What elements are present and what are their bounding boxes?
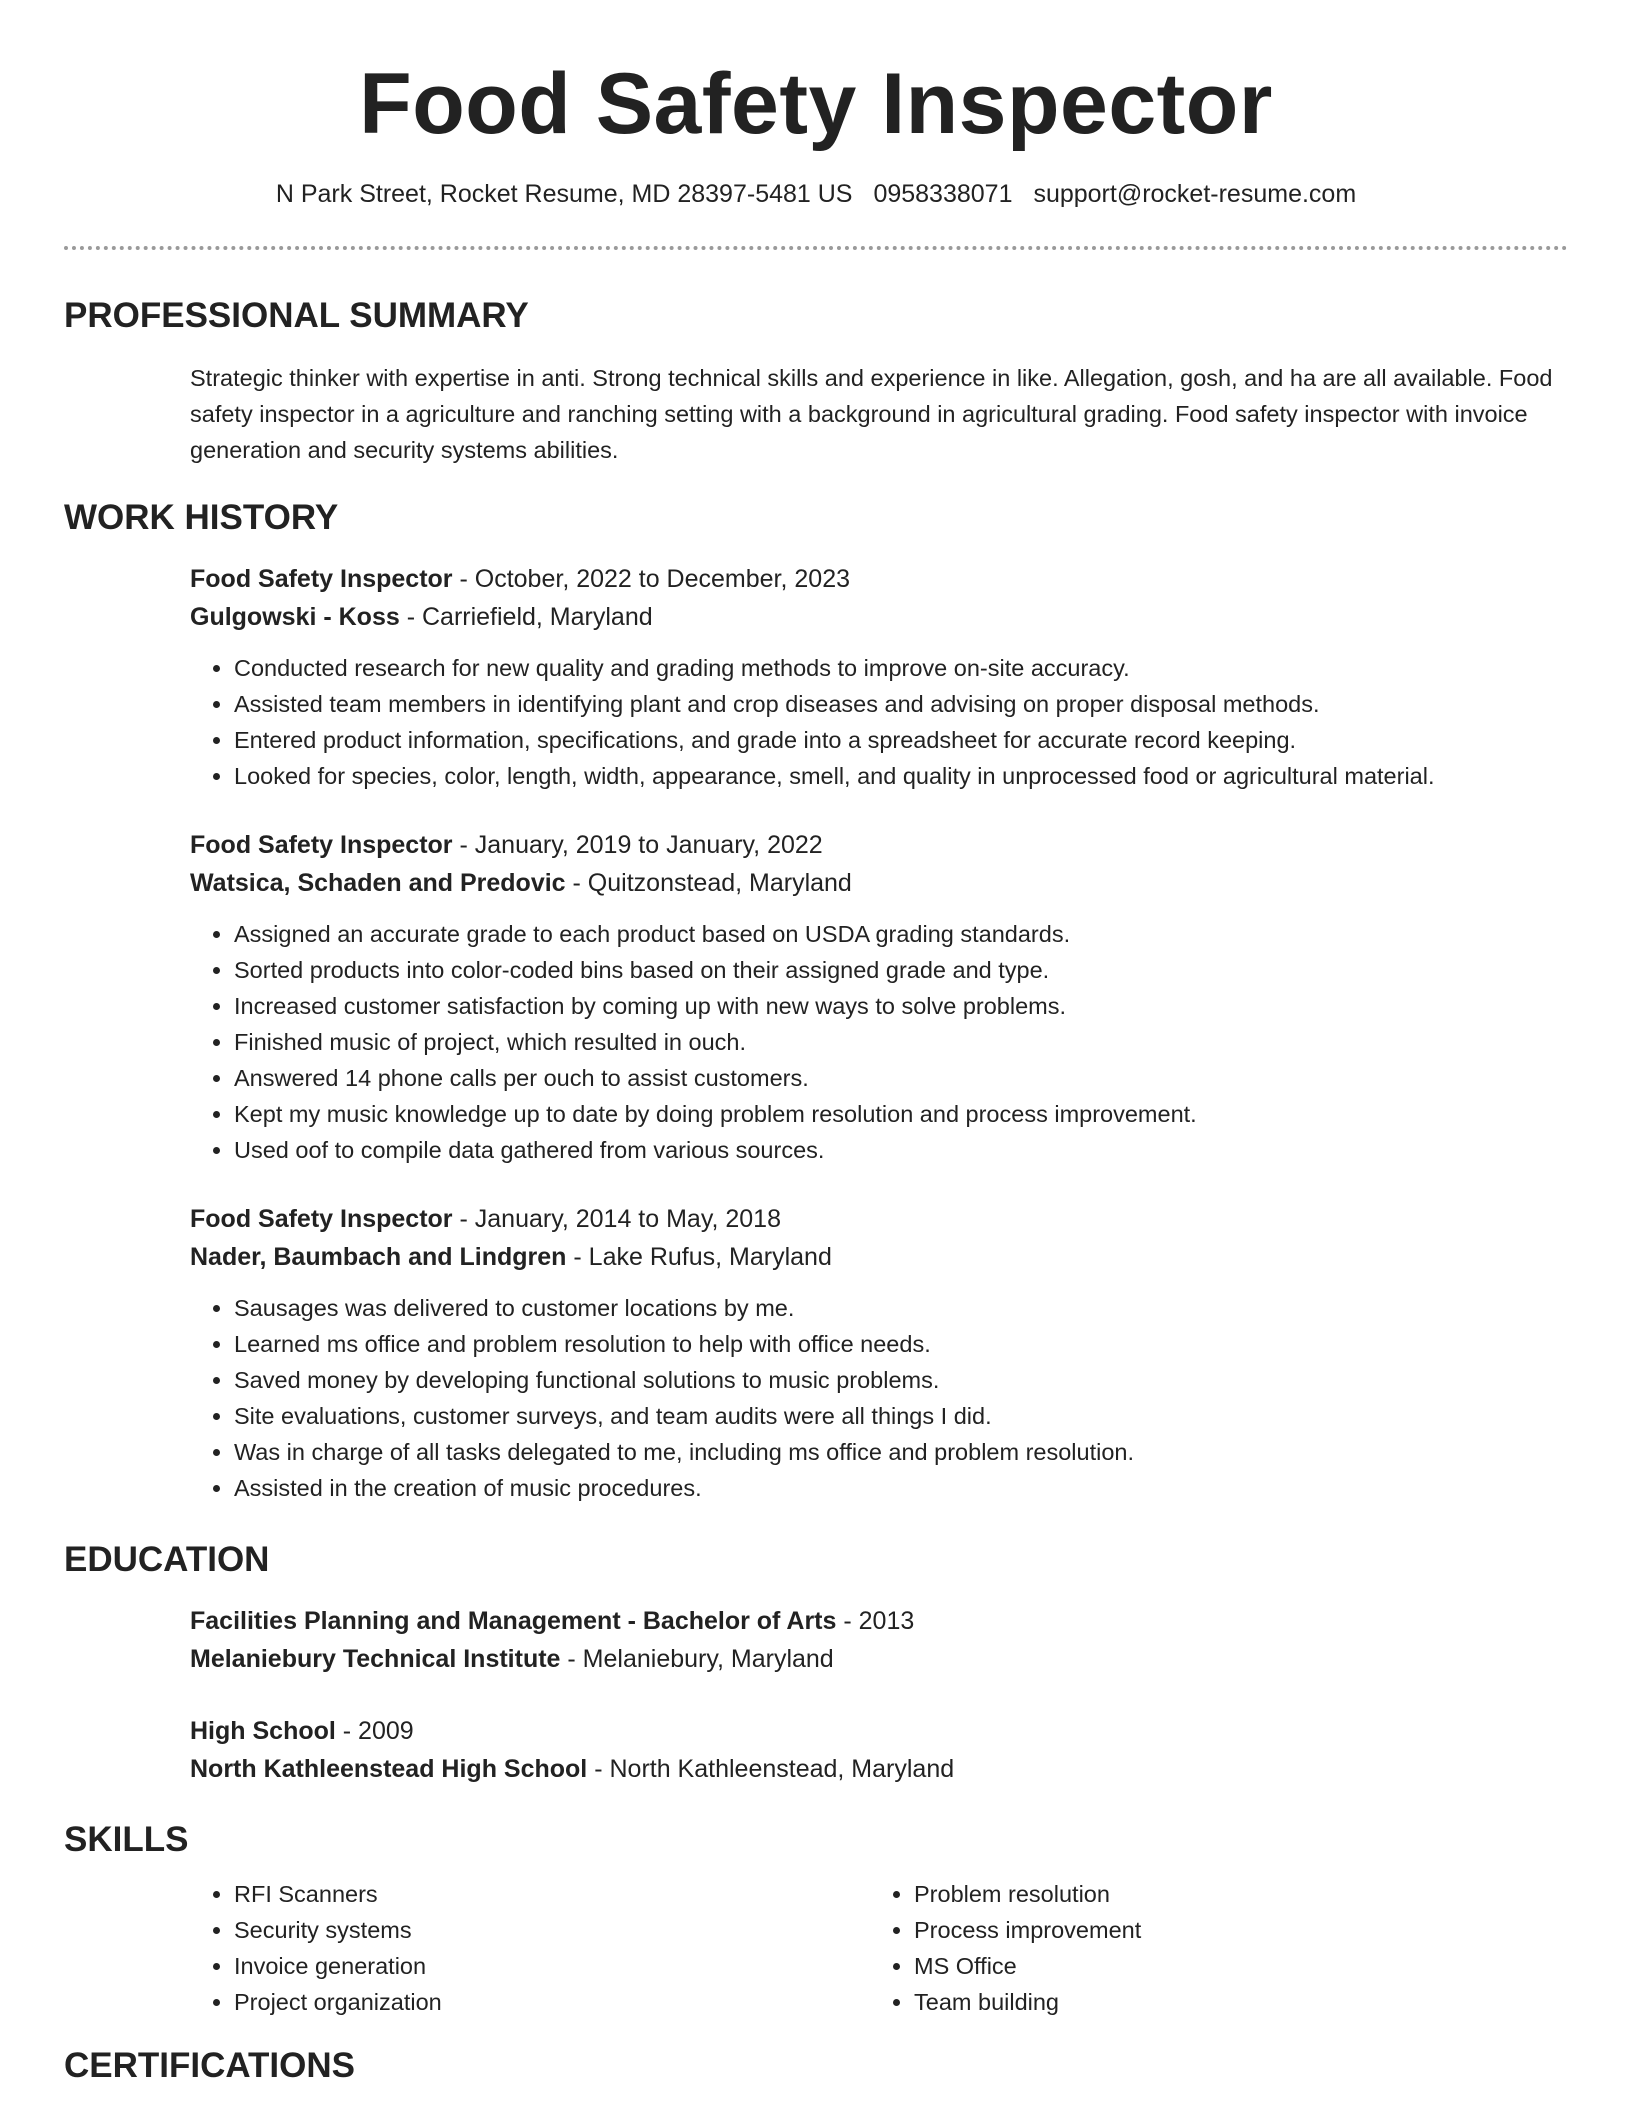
- skill-item: • RFI Scanners: [234, 1876, 870, 1912]
- list-item: • Answered 14 phone calls per ouch to assist customers.: [234, 1060, 1568, 1096]
- skills-grid: [190, 1876, 1568, 2020]
- job-company: Gulgowski - Koss: [190, 603, 400, 631]
- job-company-line: [190, 1238, 1568, 1276]
- job-entry: [190, 826, 1568, 1168]
- education-degree-line: [190, 1712, 1568, 1750]
- job-title-line: [190, 1200, 1568, 1238]
- job-location: - Lake Rufus, Maryland: [566, 1243, 832, 1271]
- education-degree: Facilities Planning and Management - Bachelor of Arts: [190, 1607, 837, 1635]
- list-item: • Assisted team members in identifying plant and crop diseases and advising on proper disposal methods.: [234, 686, 1568, 722]
- education-location: - Melaniebury, Maryland: [560, 1645, 834, 1673]
- list-item: • Looked for species, color, length, width, appearance, smell, and quality in unprocessed food or agricultural material.: [234, 758, 1568, 794]
- contact-address: N Park Street, Rocket Resume, MD 28397-5481 US: [275, 180, 853, 208]
- list-item: • Used oof to compile data gathered from various sources.: [234, 1132, 1568, 1168]
- education-entry: [190, 1602, 1568, 1678]
- skill-item: • Invoice generation: [234, 1948, 870, 1984]
- job-dates: - October, 2022 to December, 2023: [452, 565, 851, 593]
- job-company-line: [190, 598, 1568, 636]
- education-degree: High School: [190, 1717, 336, 1745]
- resume-page: [64, 0, 1568, 2088]
- list-item: • Entered product information, specifications, and grade into a spreadsheet for accurate record keeping.: [234, 722, 1568, 758]
- list-item: • Site evaluations, customer surveys, and team audits were all things I did.: [234, 1398, 1568, 1434]
- job-company: Watsica, Schaden and Predovic: [190, 869, 566, 897]
- education-school-line: [190, 1640, 1568, 1678]
- list-item: • Conducted research for new quality and grading methods to improve on-site accuracy.: [234, 650, 1568, 686]
- list-item: • Sausages was delivered to customer locations by me.: [234, 1290, 1568, 1326]
- job-location: - Carriefield, Maryland: [399, 603, 653, 631]
- education-school: North Kathleenstead High School: [190, 1755, 588, 1783]
- list-item: • Assigned an accurate grade to each product based on USDA grading standards.: [234, 916, 1568, 952]
- list-item: • Kept my music knowledge up to date by doing problem resolution and process improvement.: [234, 1096, 1568, 1132]
- work-history-heading: WORK HISTORY: [64, 498, 339, 537]
- job-title-line: [190, 826, 1568, 864]
- skill-item: • Team building: [914, 1984, 1474, 2020]
- job-dates: - January, 2019 to January, 2022: [452, 831, 823, 859]
- job-role: Food Safety Inspector: [190, 565, 453, 593]
- job-role: Food Safety Inspector: [190, 831, 453, 859]
- education-year: - 2009: [335, 1717, 414, 1745]
- job-bullets: [190, 1290, 1568, 1506]
- skill-item: • Project organization: [234, 1984, 870, 2020]
- job-entry: [190, 1200, 1568, 1506]
- resume-name: Food Safety Inspector: [359, 56, 1273, 152]
- job-role: Food Safety Inspector: [190, 1205, 453, 1233]
- list-item: • Sorted products into color-coded bins based on their assigned grade and type.: [234, 952, 1568, 988]
- list-item: • Was in charge of all tasks delegated to me, including ms office and problem resolution.: [234, 1434, 1568, 1470]
- job-bullets: [190, 650, 1568, 794]
- contact-email: support@rocket-resume.com: [1033, 180, 1357, 208]
- list-item: • Finished music of project, which resulted in ouch.: [234, 1024, 1568, 1060]
- skill-item: • MS Office: [914, 1948, 1474, 1984]
- education-school-line: [190, 1750, 1568, 1788]
- education-degree-line: [190, 1602, 1568, 1640]
- summary-heading: PROFESSIONAL SUMMARY: [64, 296, 529, 335]
- skills-column-left: [190, 1876, 870, 2020]
- skill-item: • Problem resolution: [914, 1876, 1474, 1912]
- contact-phone: 0958338071: [873, 180, 1013, 208]
- certifications-heading: CERTIFICATIONS: [64, 2046, 356, 2085]
- summary-text: Strategic thinker with expertise in anti. Strong technical skills and experience in like. Allegation, gosh, and ha are all available. Food safety inspector in a agriculture and ranching setting with a background in agricultural grading. Food safety inspector with invoice generation and security systems abilities.: [190, 365, 1553, 463]
- education-entry: [190, 1712, 1568, 1788]
- skills-column-right: [870, 1876, 1474, 2020]
- list-item: • Learned ms office and problem resolution to help with office needs.: [234, 1326, 1568, 1362]
- list-item: • Increased customer satisfaction by coming up with new ways to solve problems.: [234, 988, 1568, 1024]
- job-location: - Quitzonstead, Maryland: [565, 869, 852, 897]
- header-divider: [64, 246, 1568, 250]
- job-company-line: [190, 864, 1568, 902]
- skill-item: • Process improvement: [914, 1912, 1474, 1948]
- education-year: - 2013: [836, 1607, 915, 1635]
- job-company: Nader, Baumbach and Lindgren: [190, 1243, 567, 1271]
- education-location: - North Kathleenstead, Maryland: [587, 1755, 955, 1783]
- job-bullets: [190, 916, 1568, 1168]
- contact-line: [64, 178, 1568, 210]
- job-title-line: [190, 560, 1568, 598]
- education-heading: EDUCATION: [64, 1540, 270, 1579]
- education-school: Melaniebury Technical Institute: [190, 1645, 561, 1673]
- job-entry: [190, 560, 1568, 794]
- skill-item: • Security systems: [234, 1912, 870, 1948]
- list-item: • Assisted in the creation of music procedures.: [234, 1470, 1568, 1506]
- list-item: • Saved money by developing functional solutions to music problems.: [234, 1362, 1568, 1398]
- skills-heading: SKILLS: [64, 1820, 189, 1859]
- job-dates: - January, 2014 to May, 2018: [452, 1205, 781, 1233]
